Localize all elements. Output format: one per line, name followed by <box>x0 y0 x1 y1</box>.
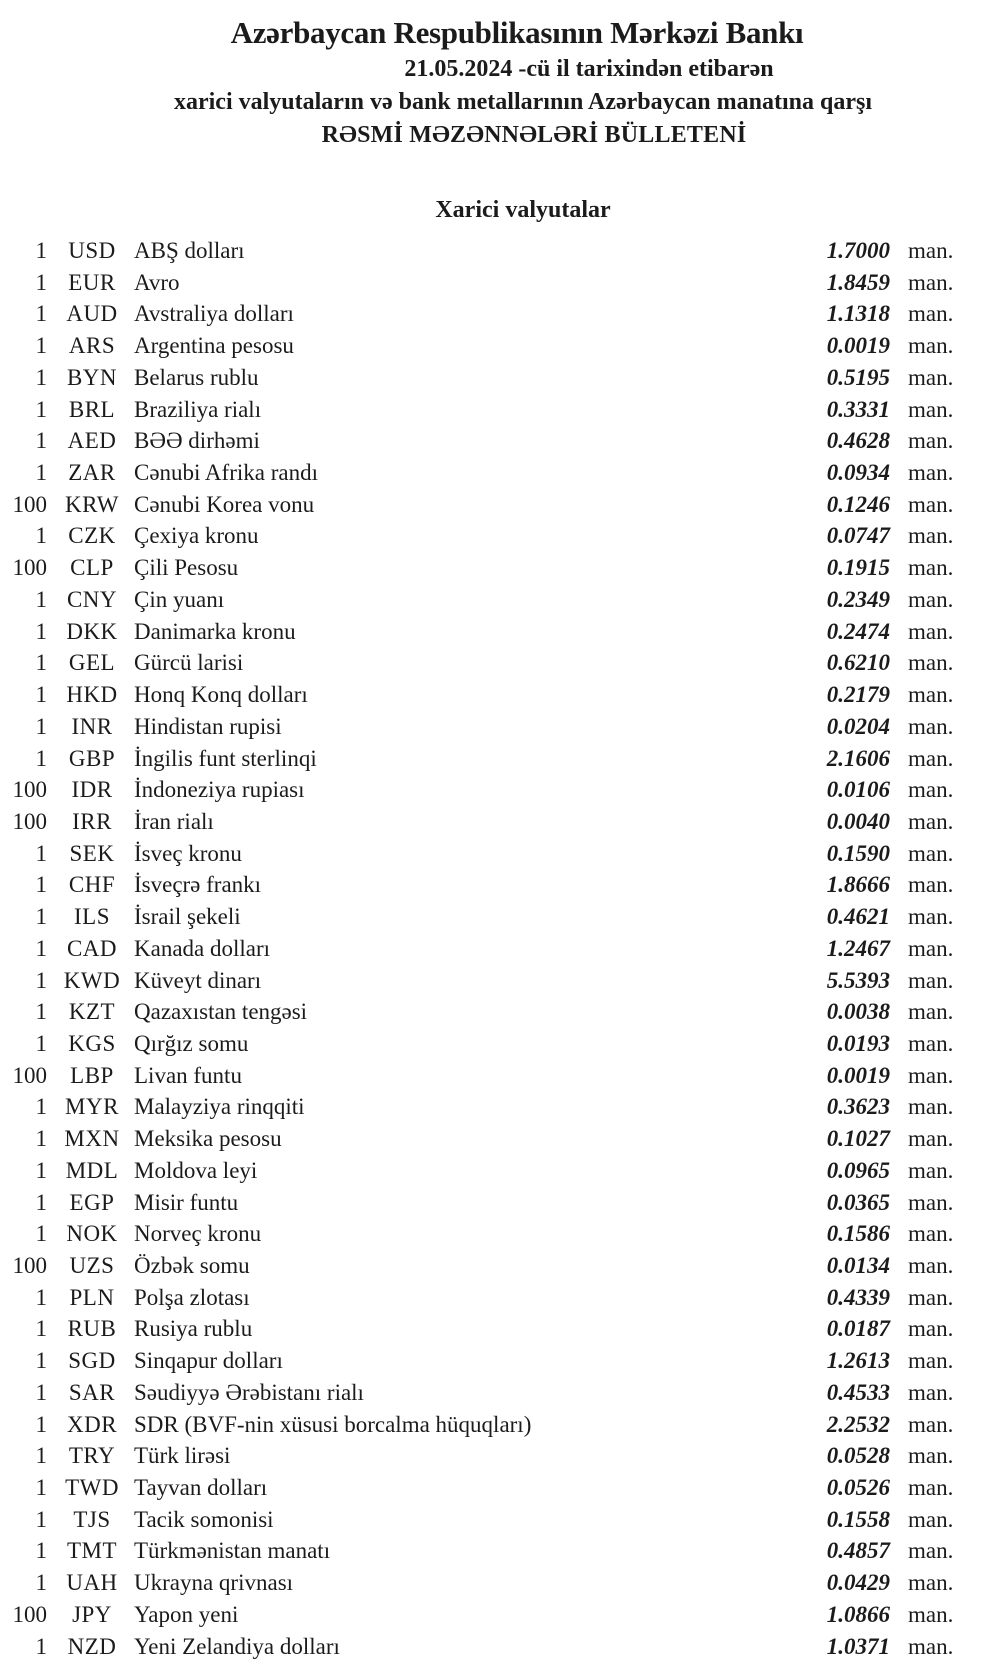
unit-label-cell: man. <box>908 428 954 454</box>
unit-label-cell: man. <box>908 1284 954 1310</box>
unit-label-cell: man. <box>908 1379 954 1405</box>
quantity-cell: 1 <box>35 1411 47 1437</box>
table-row <box>0 679 980 711</box>
unit-label-cell: man. <box>908 840 954 866</box>
currency-code-cell: GBP <box>68 745 116 771</box>
currency-name-cell: Gürcü larisi <box>134 650 244 676</box>
table-row <box>0 996 980 1028</box>
quantity-cell: 1 <box>35 269 47 295</box>
unit-label-cell: man. <box>908 269 954 295</box>
currency-code-cell: LBP <box>70 1062 114 1088</box>
currency-code-cell: PLN <box>69 1284 115 1310</box>
unit-label-cell: man. <box>908 1633 954 1659</box>
currency-name-cell: Kanada dolları <box>134 935 271 961</box>
currency-name-cell: Rusiya rublu <box>134 1316 253 1342</box>
currency-code-cell: SGD <box>68 1348 116 1374</box>
table-row <box>0 1123 980 1155</box>
quantity-cell: 1 <box>35 872 47 898</box>
table-row <box>0 1091 980 1123</box>
unit-label-cell: man. <box>908 1411 954 1437</box>
currency-code-cell: UZS <box>69 1253 115 1278</box>
currency-name-cell: İsveçrə frankı <box>134 872 262 898</box>
unit-label-cell: man. <box>908 1475 954 1501</box>
currency-code-cell: TMT <box>66 1538 118 1564</box>
unit-label-cell: man. <box>908 935 954 961</box>
currency-code-cell: KZT <box>68 999 116 1025</box>
currency-name-cell: Braziliya rialı <box>134 396 262 422</box>
quantity-cell: 1 <box>35 364 47 390</box>
quantity-cell: 1 <box>35 1030 47 1056</box>
effective-date-line: 21.05.2024 -cü il tarixindən etibarən <box>404 56 774 82</box>
currency-code-cell: MXN <box>64 1126 120 1152</box>
rate-value-cell: 0.1558 <box>826 1506 890 1532</box>
quantity-cell: 1 <box>35 1633 47 1659</box>
currency-code-cell: DKK <box>66 618 118 644</box>
currency-code-cell: KGS <box>68 1030 116 1056</box>
table-row <box>0 1313 980 1345</box>
quantity-cell: 1 <box>35 935 47 961</box>
unit-label-cell: man. <box>908 586 954 612</box>
currency-code-cell: ARS <box>68 333 116 359</box>
currency-name-cell: İngilis funt sterlinqi <box>134 745 317 771</box>
currency-code-cell: NZD <box>67 1633 117 1659</box>
quantity-cell: 100 <box>12 491 47 517</box>
currency-name-cell: SDR (BVF-nin xüsusi borcalma hüquqları) <box>134 1411 532 1437</box>
table-row <box>0 647 980 679</box>
table-row <box>0 552 980 584</box>
rate-value-cell: 0.6210 <box>826 650 890 676</box>
quantity-cell: 100 <box>12 777 47 803</box>
table-row <box>0 1599 980 1631</box>
table-row <box>0 1155 980 1187</box>
unit-label-cell: man. <box>908 713 954 739</box>
quantity-cell: 1 <box>35 1284 47 1310</box>
rate-value-cell: 0.1246 <box>826 491 890 517</box>
rate-value-cell: 0.0187 <box>826 1316 890 1342</box>
table-row <box>0 1504 980 1536</box>
currency-code-cell: UAH <box>66 1570 118 1596</box>
unit-label-cell: man. <box>908 1538 954 1564</box>
unit-label-cell: man. <box>908 904 954 930</box>
quantity-cell: 1 <box>35 1126 47 1152</box>
quantity-cell: 1 <box>35 1443 47 1469</box>
currency-code-cell: XDR <box>66 1411 118 1437</box>
currency-code-cell: SEK <box>69 840 115 866</box>
currency-name-cell: Meksika pesosu <box>134 1126 282 1152</box>
currency-code-cell: SAR <box>68 1379 116 1405</box>
table-row <box>0 298 980 330</box>
table-row <box>0 743 980 775</box>
unit-label-cell: man. <box>908 967 954 993</box>
currency-name-cell: Moldova leyi <box>134 1157 258 1183</box>
table-row <box>0 616 980 648</box>
rate-value-cell: 5.5393 <box>826 967 890 993</box>
unit-label-cell: man. <box>908 460 954 486</box>
currency-code-cell: CNY <box>66 586 118 612</box>
quantity-cell: 1 <box>35 1157 47 1183</box>
quantity-cell: 1 <box>35 333 47 359</box>
currency-code-cell: BRL <box>68 396 116 422</box>
table-row <box>0 965 980 997</box>
quantity-cell: 100 <box>12 1062 47 1088</box>
unit-label-cell: man. <box>908 1506 954 1532</box>
rate-value-cell: 0.0934 <box>826 460 890 486</box>
table-row <box>0 1187 980 1219</box>
currency-code-cell: EGP <box>69 1189 115 1215</box>
currency-name-cell: Çin yuanı <box>134 586 225 612</box>
currency-code-cell: MDL <box>65 1157 119 1183</box>
currency-code-cell: AED <box>67 428 117 454</box>
rate-value-cell: 0.0134 <box>826 1253 890 1278</box>
currency-code-cell: MYR <box>65 1094 119 1120</box>
currency-name-cell: İsrail şekeli <box>134 904 241 930</box>
currency-code-cell: TRY <box>68 1443 116 1469</box>
rate-value-cell: 0.0365 <box>826 1189 890 1215</box>
rate-value-cell: 0.0747 <box>826 523 890 549</box>
currency-name-cell: ABŞ dolları <box>134 238 245 263</box>
table-row <box>0 520 980 552</box>
currency-name-cell: BƏƏ dirhəmi <box>134 428 260 454</box>
unit-label-cell: man. <box>908 1601 954 1627</box>
table-row <box>0 1535 980 1567</box>
table-row <box>0 1345 980 1377</box>
rate-value-cell: 0.1915 <box>826 555 890 581</box>
unit-label-cell: man. <box>908 333 954 359</box>
rate-value-cell: 0.0038 <box>826 999 890 1025</box>
currency-code-cell: NOK <box>66 1221 118 1247</box>
unit-label-cell: man. <box>908 682 954 708</box>
currency-name-cell: Hindistan rupisi <box>134 713 282 739</box>
currency-rates-table <box>0 235 1000 1662</box>
unit-label-cell: man. <box>908 872 954 898</box>
currency-code-cell: CLP <box>70 555 114 581</box>
quantity-cell: 1 <box>35 1221 47 1247</box>
currency-code-cell: EUR <box>68 269 116 295</box>
unit-label-cell: man. <box>908 618 954 644</box>
rate-value-cell: 2.1606 <box>826 745 890 771</box>
currency-code-cell: AUD <box>66 301 118 327</box>
rate-value-cell: 0.0429 <box>826 1570 890 1596</box>
rate-value-cell: 0.2179 <box>826 682 890 708</box>
currency-code-cell: RUB <box>67 1316 117 1342</box>
table-row <box>0 1567 980 1599</box>
currency-code-cell: IRR <box>72 808 112 834</box>
table-row <box>0 267 980 299</box>
rate-value-cell: 0.0193 <box>826 1030 890 1056</box>
unit-label-cell: man. <box>908 745 954 771</box>
quantity-cell: 1 <box>35 745 47 771</box>
rate-value-cell: 0.0019 <box>826 333 890 359</box>
currency-code-cell: CHF <box>68 872 116 898</box>
unit-label-cell: man. <box>908 238 954 263</box>
currency-code-cell: KWD <box>63 967 121 993</box>
quantity-cell: 1 <box>35 523 47 549</box>
currency-name-cell: Yeni Zelandiya dolları <box>134 1633 340 1659</box>
rate-value-cell: 0.1586 <box>826 1221 890 1247</box>
table-row <box>0 806 980 838</box>
unit-label-cell: man. <box>908 650 954 676</box>
quantity-cell: 1 <box>35 428 47 454</box>
table-row <box>0 1250 980 1282</box>
currency-name-cell: Honq Konq dolları <box>134 682 308 708</box>
currency-code-cell: ILS <box>74 904 110 930</box>
rate-value-cell: 0.0965 <box>826 1157 890 1183</box>
quantity-cell: 1 <box>35 396 47 422</box>
rate-value-cell: 1.2467 <box>826 935 890 961</box>
unit-label-cell: man. <box>908 777 954 803</box>
table-row <box>0 1377 980 1409</box>
quantity-cell: 1 <box>35 460 47 486</box>
bulletin-title: RƏSMİ MƏZƏNNƏLƏRİ BÜLLETENİ <box>321 122 747 148</box>
currency-code-cell: GEL <box>68 650 116 676</box>
quantity-cell: 1 <box>35 1570 47 1596</box>
unit-label-cell: man. <box>908 555 954 581</box>
unit-label-cell: man. <box>908 364 954 390</box>
currency-name-cell: Belarus rublu <box>134 364 259 390</box>
table-row <box>0 584 980 616</box>
quantity-cell: 100 <box>12 555 47 581</box>
currency-name-cell: Polşa zlotası <box>134 1284 250 1310</box>
quantity-cell: 1 <box>35 586 47 612</box>
quantity-cell: 1 <box>35 1348 47 1374</box>
currency-code-cell: CZK <box>68 523 116 549</box>
currency-name-cell: İndoneziya rupiası <box>134 777 305 803</box>
quantity-cell: 1 <box>35 967 47 993</box>
quantity-cell: 1 <box>35 650 47 676</box>
rate-value-cell: 0.4339 <box>826 1284 890 1310</box>
currency-name-cell: Türk lirəsi <box>134 1443 231 1469</box>
rate-value-cell: 1.1318 <box>826 301 890 327</box>
table-row <box>0 1472 980 1504</box>
currency-code-cell: IDR <box>71 777 113 803</box>
table-row <box>0 457 980 489</box>
rate-value-cell: 0.0526 <box>826 1475 890 1501</box>
table-row <box>0 869 980 901</box>
unit-label-cell: man. <box>908 1348 954 1374</box>
page-title: Azərbaycan Respublikasının Mərkəzi Bankı <box>230 15 804 50</box>
unit-label-cell: man. <box>908 1126 954 1152</box>
currency-code-cell: ZAR <box>68 460 116 486</box>
rate-value-cell: 0.5195 <box>826 364 890 390</box>
quantity-cell: 1 <box>35 840 47 866</box>
currency-name-cell: Argentina pesosu <box>134 333 294 359</box>
currency-code-cell: TJS <box>73 1506 111 1532</box>
unit-label-cell: man. <box>908 396 954 422</box>
currency-name-cell: Özbək somu <box>134 1253 250 1278</box>
unit-label-cell: man. <box>908 1157 954 1183</box>
quantity-cell: 1 <box>35 713 47 739</box>
unit-label-cell: man. <box>908 1221 954 1247</box>
unit-label-cell: man. <box>908 1443 954 1469</box>
table-row <box>0 1409 980 1441</box>
rate-value-cell: 1.8459 <box>826 269 890 295</box>
currency-name-cell: Tayvan dolları <box>134 1475 268 1501</box>
table-row <box>0 1282 980 1314</box>
table-row <box>0 425 980 457</box>
rate-value-cell: 0.0019 <box>826 1062 890 1088</box>
unit-label-cell: man. <box>908 808 954 834</box>
currency-name-cell: Cənubi Korea vonu <box>134 491 315 517</box>
rate-value-cell: 1.7000 <box>826 238 890 263</box>
currency-code-cell: KRW <box>65 491 119 517</box>
rate-value-cell: 1.8666 <box>826 872 890 898</box>
currency-code-cell: CAD <box>66 935 118 961</box>
quantity-cell: 1 <box>35 1506 47 1532</box>
rate-value-cell: 0.1590 <box>826 840 890 866</box>
table-row <box>0 1631 980 1663</box>
unit-label-cell: man. <box>908 301 954 327</box>
currency-name-cell: Tacik somonisi <box>134 1506 274 1532</box>
quantity-cell: 1 <box>35 904 47 930</box>
unit-label-cell: man. <box>908 1030 954 1056</box>
currency-name-cell: Norveç kronu <box>134 1221 262 1247</box>
rate-value-cell: 0.4533 <box>826 1379 890 1405</box>
quantity-cell: 1 <box>35 1316 47 1342</box>
currency-name-cell: Türkmənistan manatı <box>134 1538 331 1564</box>
currency-name-cell: Ukrayna qrivnası <box>134 1570 294 1596</box>
quantity-cell: 100 <box>12 1601 47 1627</box>
quantity-cell: 1 <box>35 1379 47 1405</box>
currency-name-cell: Avstraliya dolları <box>134 301 294 327</box>
currency-name-cell: Malayziya rinqqiti <box>134 1094 305 1120</box>
quantity-cell: 100 <box>12 1253 47 1278</box>
currency-name-cell: Livan funtu <box>134 1062 242 1088</box>
currency-code-cell: USD <box>68 238 116 263</box>
table-row <box>0 394 980 426</box>
rate-value-cell: 2.2532 <box>826 1411 890 1437</box>
currency-name-cell: Yapon yeni <box>134 1601 239 1627</box>
quantity-cell: 1 <box>35 618 47 644</box>
quantity-cell: 1 <box>35 1094 47 1120</box>
quantity-cell: 1 <box>35 1189 47 1215</box>
table-row <box>0 901 980 933</box>
unit-label-cell: man. <box>908 1189 954 1215</box>
rate-value-cell: 0.1027 <box>826 1126 890 1152</box>
rate-value-cell: 0.4621 <box>826 904 890 930</box>
quantity-cell: 1 <box>35 1538 47 1564</box>
unit-label-cell: man. <box>908 1062 954 1088</box>
currency-code-cell: HKD <box>66 682 118 708</box>
currency-name-cell: Sinqapur dolları <box>134 1348 283 1374</box>
rate-value-cell: 0.0528 <box>826 1443 890 1469</box>
currency-name-cell: İsveç kronu <box>134 840 242 866</box>
quantity-cell: 1 <box>35 1475 47 1501</box>
rate-value-cell: 0.4857 <box>826 1538 890 1564</box>
currency-name-cell: Küveyt dinarı <box>134 967 262 993</box>
currency-name-cell: Misir funtu <box>134 1189 239 1215</box>
currency-name-cell: Səudiyyə Ərəbistanı rialı <box>134 1379 364 1405</box>
unit-label-cell: man. <box>908 1094 954 1120</box>
table-row <box>0 711 980 743</box>
unit-label-cell: man. <box>908 523 954 549</box>
rate-value-cell: 0.0204 <box>826 713 890 739</box>
currency-code-cell: JPY <box>72 1601 112 1627</box>
rate-value-cell: 1.0866 <box>826 1601 890 1627</box>
rate-value-cell: 0.2474 <box>826 618 890 644</box>
table-row <box>0 1028 980 1060</box>
currency-name-cell: Avro <box>134 269 180 295</box>
currency-name-cell: Danimarka kronu <box>134 618 296 644</box>
currency-name-cell: Çili Pesosu <box>134 555 239 581</box>
quantity-cell: 1 <box>35 238 47 263</box>
unit-label-cell: man. <box>908 1316 954 1342</box>
quantity-cell: 100 <box>12 808 47 834</box>
rate-value-cell: 0.0040 <box>826 808 890 834</box>
table-row <box>0 1218 980 1250</box>
currency-code-cell: TWD <box>65 1475 119 1501</box>
currency-code-cell: BYN <box>66 364 118 390</box>
section-title-foreign-currencies: Xarici valyutalar <box>435 197 611 223</box>
rate-value-cell: 1.0371 <box>826 1633 890 1659</box>
rate-value-cell: 0.2349 <box>826 586 890 612</box>
rate-value-cell: 1.2613 <box>826 1348 890 1374</box>
currency-code-cell: INR <box>71 713 113 739</box>
table-row <box>0 362 980 394</box>
table-row <box>0 838 980 870</box>
quantity-cell: 1 <box>35 682 47 708</box>
table-row <box>0 1060 980 1092</box>
rate-value-cell: 0.3331 <box>826 396 890 422</box>
currency-name-cell: Qazaxıstan tengəsi <box>134 999 308 1025</box>
unit-label-cell: man. <box>908 999 954 1025</box>
unit-label-cell: man. <box>908 1570 954 1596</box>
currency-name-cell: İran rialı <box>134 808 214 834</box>
table-row <box>0 933 980 965</box>
rate-value-cell: 0.4628 <box>826 428 890 454</box>
table-row <box>0 1440 980 1472</box>
rate-value-cell: 0.0106 <box>826 777 890 803</box>
currency-name-cell: Qırğız somu <box>134 1030 249 1056</box>
subtitle-line: xarici valyutaların və bank metallarının Azərbaycan manatına qarşı <box>173 89 872 115</box>
currency-name-cell: Cənubi Afrika randı <box>134 460 318 486</box>
unit-label-cell: man. <box>908 1253 954 1278</box>
currency-name-cell: Çexiya kronu <box>134 523 259 549</box>
quantity-cell: 1 <box>35 999 47 1025</box>
quantity-cell: 1 <box>35 301 47 327</box>
unit-label-cell: man. <box>908 491 954 517</box>
table-row <box>0 235 980 267</box>
table-row <box>0 774 980 806</box>
table-row <box>0 489 980 521</box>
table-row <box>0 330 980 362</box>
rate-value-cell: 0.3623 <box>826 1094 890 1120</box>
